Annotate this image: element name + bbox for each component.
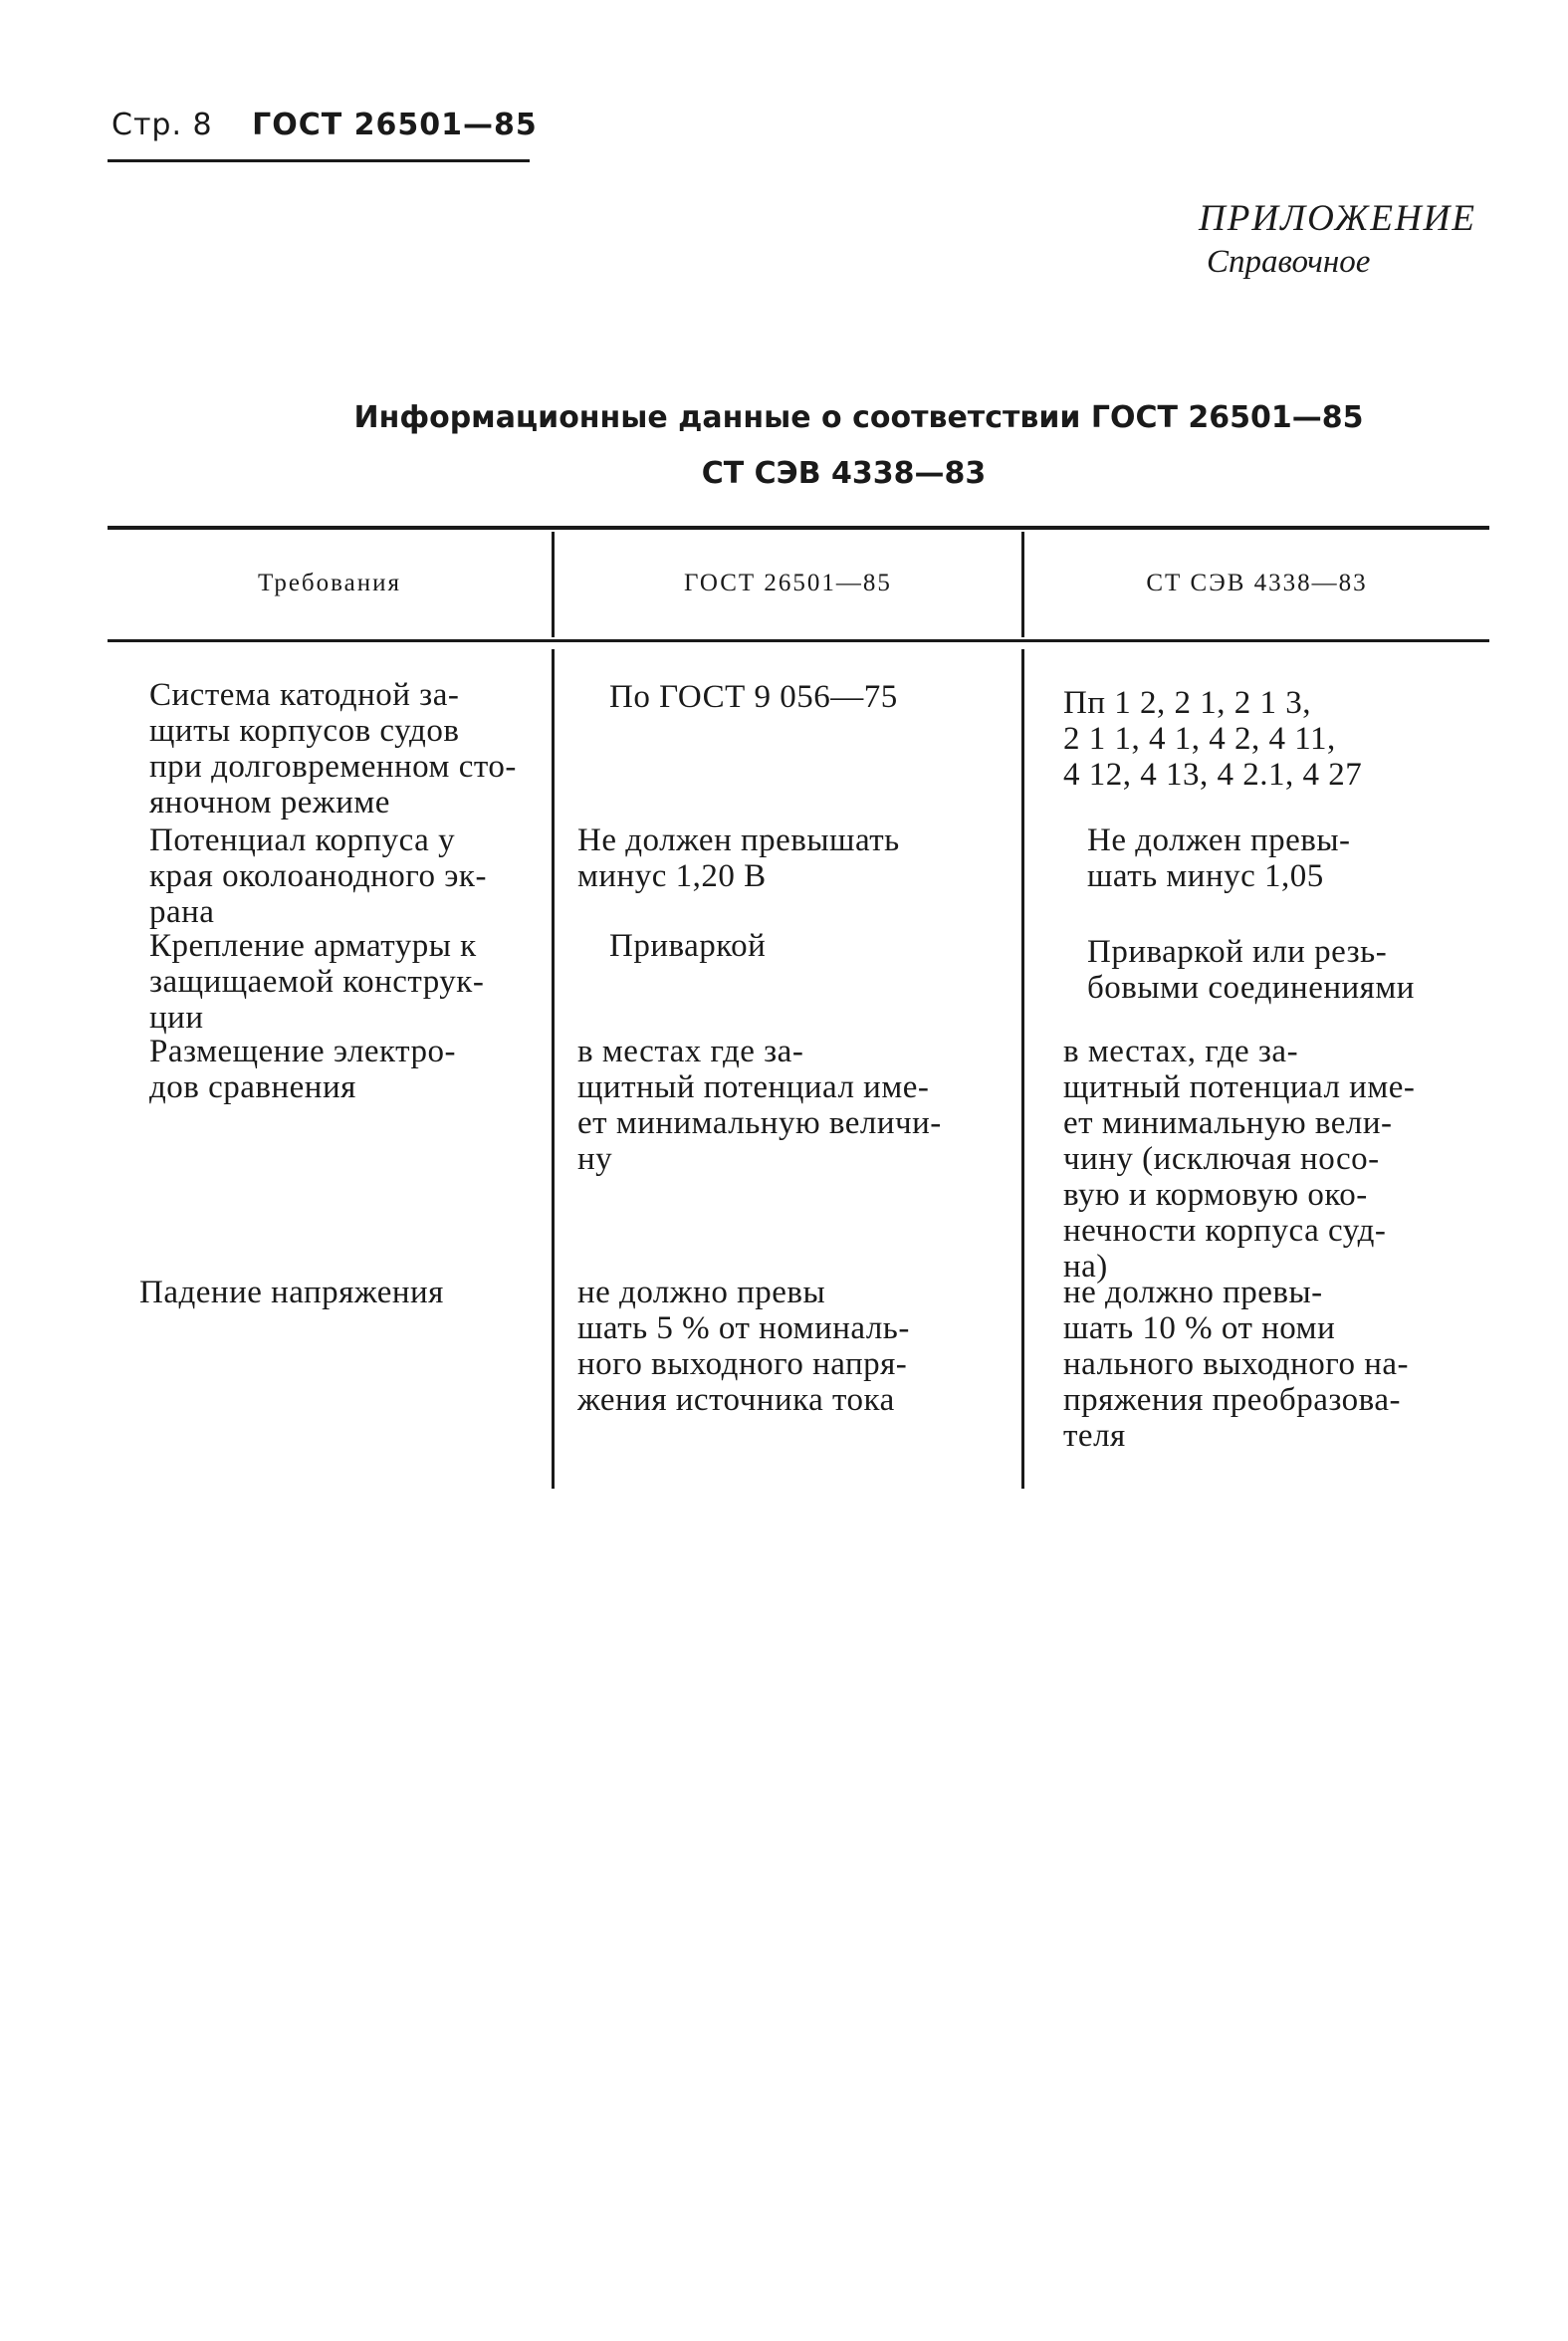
table-cell-st-sev: Не должен превы- шать минус 1,05 xyxy=(1087,822,1351,894)
table-cell-requirement: Система катодной за- щиты корпусов судов при долговременном сто- яночном режиме xyxy=(149,677,517,820)
table-cell-gost: Приваркой xyxy=(609,928,767,964)
table-header-rule xyxy=(108,639,1489,642)
appendix-label xyxy=(1199,197,1476,281)
table-top-rule xyxy=(108,526,1489,530)
appendix-title: ПРИЛОЖЕНИЕ xyxy=(1199,198,1476,239)
page-number: Стр. 8 xyxy=(112,108,213,142)
column-header-requirements: Требования xyxy=(258,570,401,596)
column-divider xyxy=(1021,649,1024,1489)
document-code: ГОСТ 26501—85 xyxy=(252,108,538,142)
table-cell-requirement: Потенциал корпуса у края околоанодного эк- рана xyxy=(149,822,487,930)
document-title: Информационные данные о соответствии ГОСТ 26501—85 xyxy=(353,400,1364,435)
table-cell-requirement: Падение напряжения xyxy=(139,1275,444,1310)
page-header xyxy=(112,108,538,142)
table-cell-st-sev: Пп 1 2, 2 1, 2 1 3, 2 1 1, 4 1, 4 2, 4 11, 4 12, 4 13, 4 2.1, 4 27 xyxy=(1063,685,1363,793)
table-cell-requirement: Размещение электро- дов сравнения xyxy=(149,1034,456,1105)
table-cell-st-sev: в местах, где за- щитный потенциал име- ет минимальную вели- чину (исключая носо- вую и кормовую око- нечности корпуса суд- на) xyxy=(1063,1034,1416,1285)
table-cell-gost: Не должен превышать минус 1,20 В xyxy=(577,822,900,894)
table-cell-st-sev: не должно превы- шать 10 % от номи нального выходного на- пряжения преобразова- теля xyxy=(1063,1275,1409,1454)
table-cell-gost: не должно превы шать 5 % от номиналь- ного выходного напря- жения источника тока xyxy=(577,1275,910,1418)
column-header-st-sev: СТ СЭВ 4338—83 xyxy=(1146,570,1368,596)
appendix-type: Справочное xyxy=(1207,244,1371,280)
document-subtitle: СТ СЭВ 4338—83 xyxy=(701,456,987,491)
table-cell-gost: в местах где за- щитный потенциал име- ет минимальную величи- ну xyxy=(577,1034,942,1177)
table-cell-st-sev: Приваркой или резь- бовыми соединениями xyxy=(1087,934,1415,1006)
column-header-gost: ГОСТ 26501—85 xyxy=(684,570,892,596)
table-cell-requirement: Крепление арматуры к защищаемой конструк- ции xyxy=(149,928,485,1036)
header-rule xyxy=(108,159,530,162)
table-cell-gost: По ГОСТ 9 056—75 xyxy=(609,679,898,715)
